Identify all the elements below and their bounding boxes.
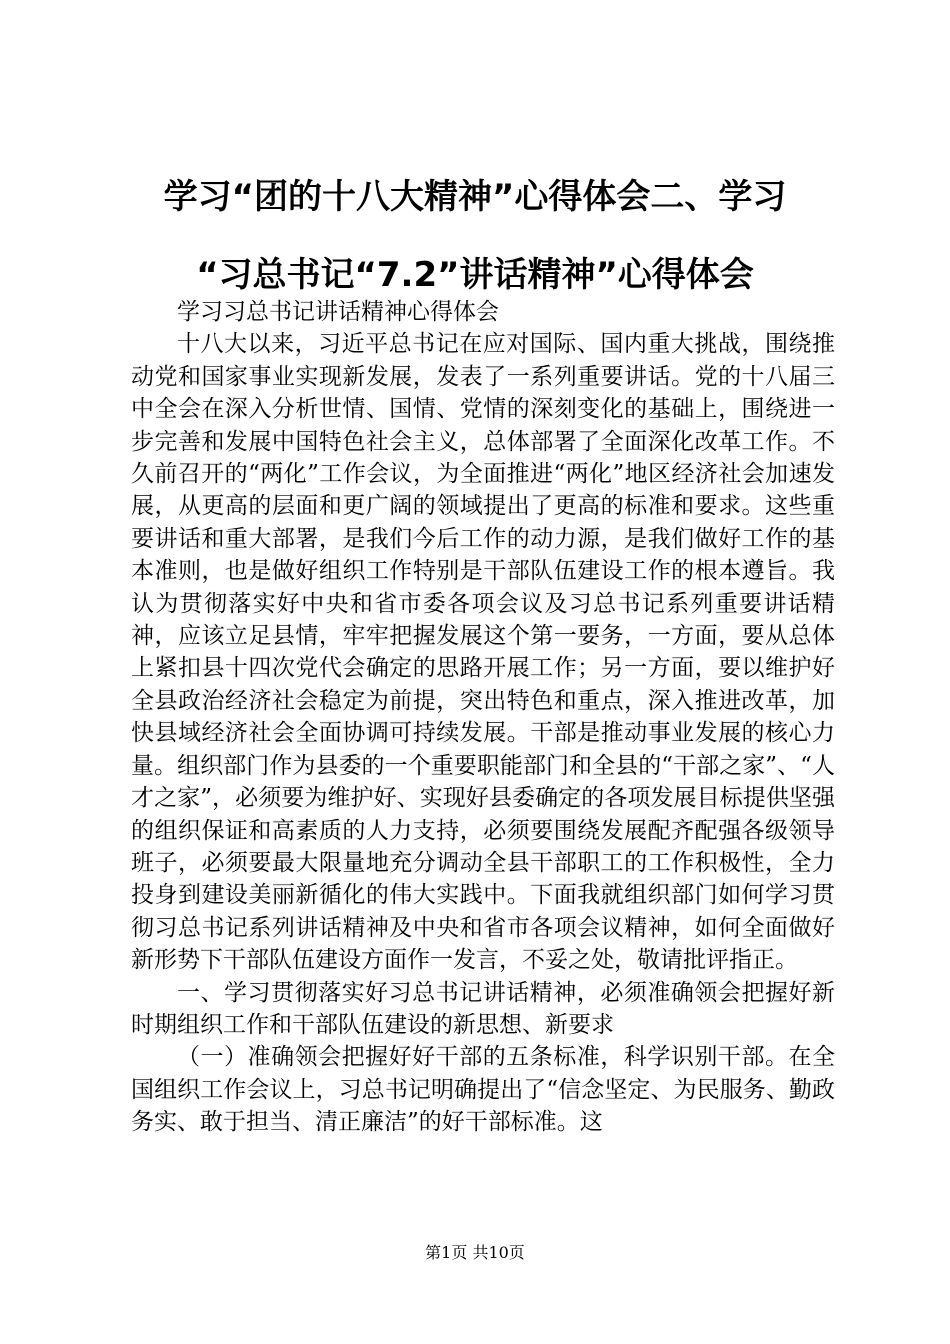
paragraph-subsection-1: （一）准确领会把握好好干部的五条标准，科学识别干部。在全国组织工作会议上，习总书记明确提出了“信念坚定、为民服务、勤政务实、敢于担当、清正廉洁”的好干部标准。这 bbox=[131, 1044, 835, 1136]
page-number-footer: 第1页 共10页 bbox=[425, 1243, 525, 1262]
document-body bbox=[131, 296, 835, 1139]
title-line-2: “习总书记“7.2”讲话精神”心得体会 bbox=[196, 255, 754, 295]
paragraph-section-1: 一、学习贯彻落实好习总书记讲话精神，必须准确领会把握好新时期组织工作和干部队伍建设的新思想、新要求 bbox=[131, 979, 835, 1038]
paragraph-subtitle: 学习习总书记讲话精神心得体会 bbox=[177, 299, 499, 325]
paragraph-intro: 十八大以来，习近平总书记在应对国际、国内重大挑战，围绕推动党和国家事业实现新发展，发表了一系列重要讲话。党的十八届三中全会在深入分析世情、国情、党情的深刻变化的基础上，围绕进一步完善和发展中国特色社会主义，总体部署了全面深化改革工作。不久前召开的“两化”工作会议，为全面推进“两化”地区经济社会加速发展，从更高的层面和更广阔的领域提出了更高的标准和要求。这些重要讲话和重大部署，是我们今后工作的动力源，是我们做好工作的基本准则，也是做好组织工作特别是干部队伍建设工作的根本遵旨。我认为贯彻落实好中央和省市委各项会议及习总书记系列重要讲话精神，应该立足县情，牢牢把握发展这个第一要务，一方面，要从总体上紧扣县十四次党代会确定的思路开展工作；另一方面，要以维护好全县政治经济社会稳定为前提，突出特色和重点，深入推进改革，加快县域经济社会全面协调可持续发展。干部是推动事业发展的核心力量。组织部门作为县委的一个重要职能部门和全县的“干部之家”、“人才之家”，必须要为维护好、实现好县委确定的各项发展目标提供坚强的组织保证和高素质的人力支持，必须要围绕发展配齐配强各级领导班子，必须要最大限量地充分调动全县干部职工的工作积极性，全力投身到建设美丽新循化的伟大实践中。下面我就组织部门如何学习贯彻习总书记系列讲话精神及中央和省市各项会议精神，如何全面做好新形势下干部队伍建设方面作一发言，不妥之处，敬请批评指正。 bbox=[131, 331, 835, 974]
title-line-1: 学习“团的十八大精神”心得体会二、学习 bbox=[163, 177, 787, 217]
document-title bbox=[120, 158, 830, 314]
